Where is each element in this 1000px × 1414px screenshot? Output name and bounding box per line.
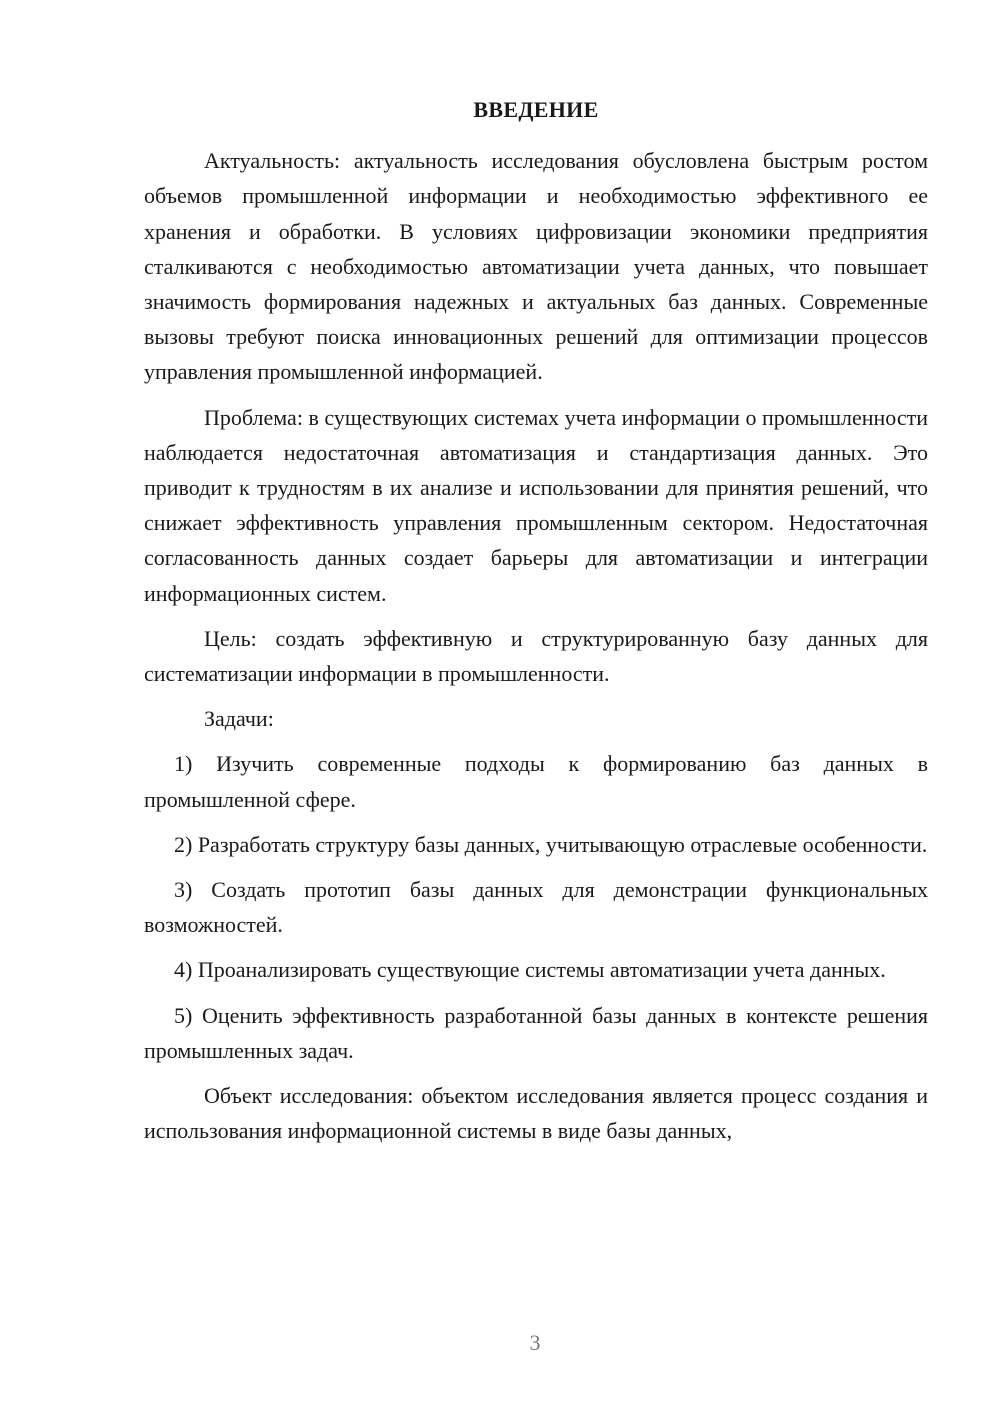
- task-item: 2) Разработать структуру базы данных, учитывающую отраслевые особенности.: [174, 831, 928, 857]
- task-item: 1) Изучить современные подходы к формированию баз данных в промышленной сфере.: [144, 751, 928, 812]
- paragraph-goal: Цель: создать эффективную и структурированную базу данных для систематизации информации в промышленности.: [144, 625, 928, 687]
- tasks-label: Задачи:: [204, 706, 274, 732]
- task-item: 5) Оценить эффективность разработанной базы данных в контексте решения промышленных задач.: [144, 1002, 928, 1063]
- page-number: 3: [529, 1330, 541, 1355]
- page-title: ВВЕДЕНИЕ: [473, 97, 599, 122]
- task-item: 3) Создать прототип базы данных для демонстрации функциональных возможностей.: [144, 877, 928, 938]
- paragraph-problem: Проблема: в существующих системах учета информации о промышленности наблюдается недостаточная автоматизация и стандартизация данных. Это приводит к трудностям в их анализе и использовании для принятия решений, что снижает эффективность управления промышленным сектором. Недостаточная согласованность данных создает барьеры для автоматизации и интеграции информационных систем.: [144, 404, 928, 606]
- page-content: [144, 92, 928, 1158]
- task-item: 4) Проанализировать существующие системы автоматизации учета данных.: [174, 957, 886, 983]
- paragraph-object: Объект исследования: объектом исследования является процесс создания и использования информационной системы в виде базы данных,: [144, 1083, 928, 1144]
- paragraph-relevance: Актуальность: актуальность исследования обусловлена быстрым ростом объемов промышленной информации и необходимостью эффективного ее хранения и обработки. В условиях цифровизации экономики предприятия сталкиваются с необходимостью автоматизации учета данных, что повышает значимость формирования надежных и актуальных баз данных. Современные вызовы требуют поиска инновационных решений для оптимизации процессов управления промышленной информацией.: [144, 148, 928, 385]
